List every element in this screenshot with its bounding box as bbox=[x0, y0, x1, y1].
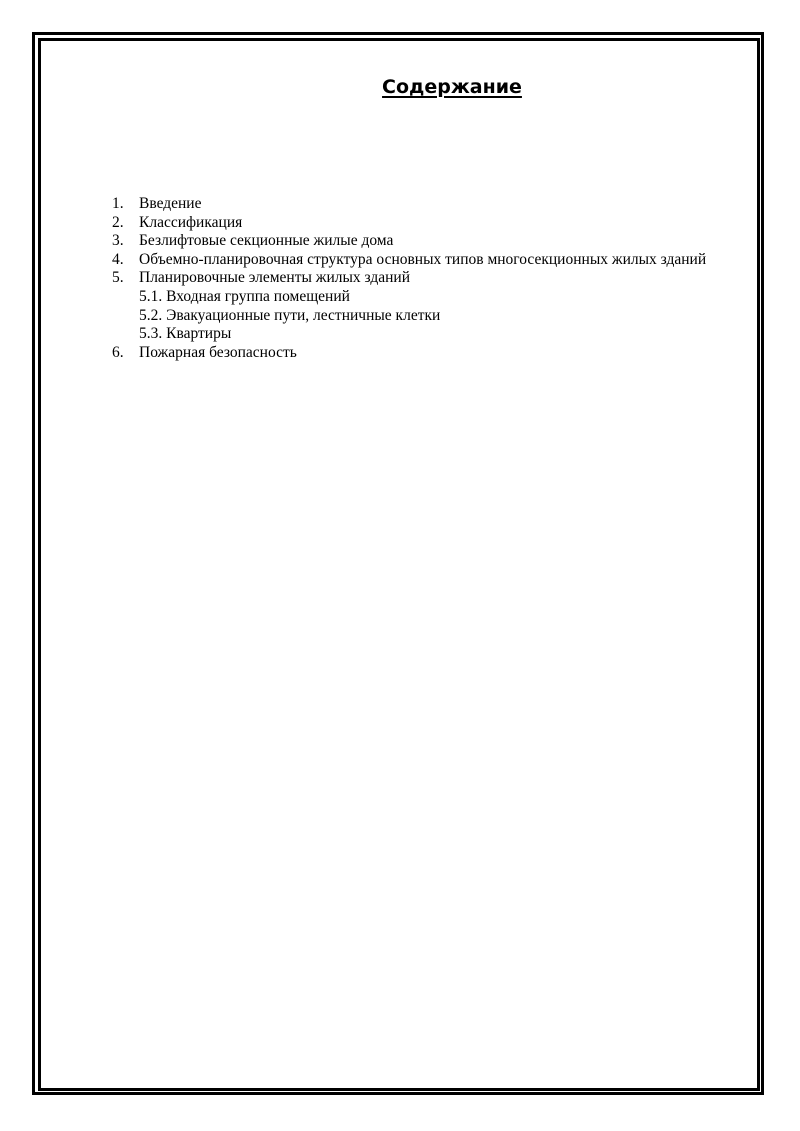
toc-item-number: 1. bbox=[112, 195, 124, 212]
toc-item-number: 2. bbox=[112, 213, 124, 231]
page-title-text: Содержание bbox=[382, 76, 522, 98]
page-title bbox=[0, 76, 800, 98]
toc-subitem-5-2: 5.2. Эвакуационные пути, лестничные клетки bbox=[139, 306, 441, 324]
toc-item-number: 3. bbox=[112, 232, 124, 250]
toc-item-3 bbox=[112, 232, 706, 251]
toc-item-2 bbox=[112, 214, 706, 233]
toc-item-5 bbox=[112, 269, 706, 288]
table-of-contents bbox=[112, 195, 706, 362]
toc-item-number: 4. bbox=[112, 250, 124, 268]
toc-item-1 bbox=[112, 195, 706, 214]
toc-item-number: 6. bbox=[112, 343, 124, 361]
toc-item-text: Пожарная безопасность bbox=[139, 343, 297, 361]
toc-item-text: Планировочные элементы жилых зданий bbox=[139, 269, 411, 287]
toc-subitem-5-1: 5.1. Входная группа помещений bbox=[139, 287, 350, 305]
toc-item-6 bbox=[112, 344, 706, 363]
toc-item-4 bbox=[112, 251, 706, 270]
toc-item-text: Объемно-планировочная структура основных типов многосекционных жилых зданий bbox=[139, 250, 707, 268]
toc-item-text: Введение bbox=[139, 195, 202, 212]
toc-item-text: Безлифтовые секционные жилые дома bbox=[139, 232, 394, 250]
toc-subitem-5-3: 5.3. Квартиры bbox=[139, 325, 232, 343]
toc-item-text: Классификация bbox=[139, 213, 243, 231]
toc-item-number: 5. bbox=[112, 269, 124, 287]
